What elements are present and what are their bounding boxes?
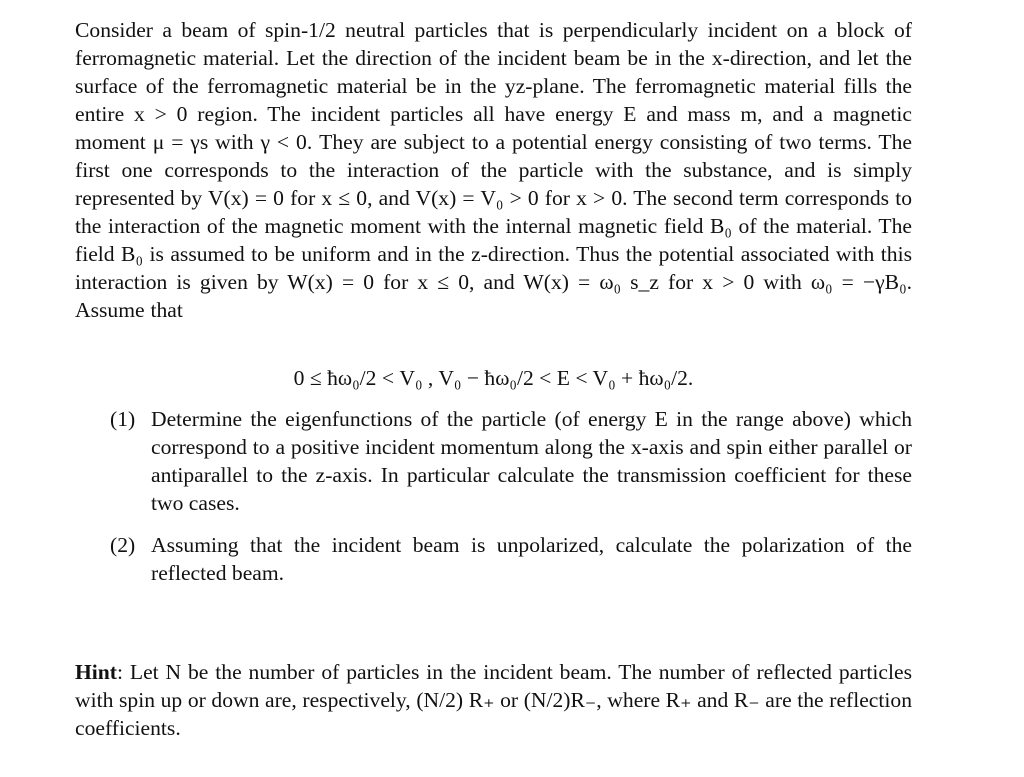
question-text-2: Assuming that the incident beam is unpolarized, calculate the polarization of the reflected beam. <box>151 533 912 585</box>
problem-statement <box>75 16 912 324</box>
hint-label: Hint <box>75 660 117 684</box>
display-equation: 0 ≤ ħω₀/2 < V₀ , V₀ − ħω₀/2 < E < V₀ + ħω₀/2. <box>293 366 694 390</box>
hint-text: : Let N be the number of particles in the incident beam. The number of reflected particles with spin up or down are, respectively, (N/2) R₊ or (N/2)R₋, where R₊ and R₋ are the reflection coefficients. <box>75 660 912 740</box>
question-text-1: Determine the eigenfunctions of the particle (of energy E in the range above) which correspond to a positive incident momentum along the x-axis and spin either parallel or antiparallel to the z-axis. In particular calculate the transmission coefficient for these two cases. <box>151 407 912 515</box>
hint-block <box>75 658 912 742</box>
question-item-1 <box>110 405 912 517</box>
question-item-2 <box>110 531 912 587</box>
question-number-2: (2) <box>110 533 136 557</box>
question-number-1: (1) <box>110 407 136 431</box>
problem-paragraph: Consider a beam of spin-1/2 neutral particles that is perpendicularly incident on a block of ferromagnetic material. Let the direction of the incident beam be in the x-direction, and let the surface of the ferromagnetic material be in the yz-plane. The ferromagnetic material fills the entire x > 0 region. The incident particles all have energy E and mass m, and a magnetic moment μ = γs with γ < 0. They are subject to a potential energy consisting of two terms. The first one corresponds to the interaction of the particle with the substance, and is simply represented by V(x) = 0 for x ≤ 0, and V(x) = V₀ > 0 for x > 0. The second term corresponds to the interaction of the magnetic moment with the internal magnetic field B₀ of the material. The field B₀ is assumed to be uniform and in the z-direction. Thus the potential associated with this interaction is given by W(x) = 0 for x ≤ 0, and W(x) = ω₀ s_z for x > 0 with ω₀ = −γB₀. Assume that <box>75 18 912 322</box>
